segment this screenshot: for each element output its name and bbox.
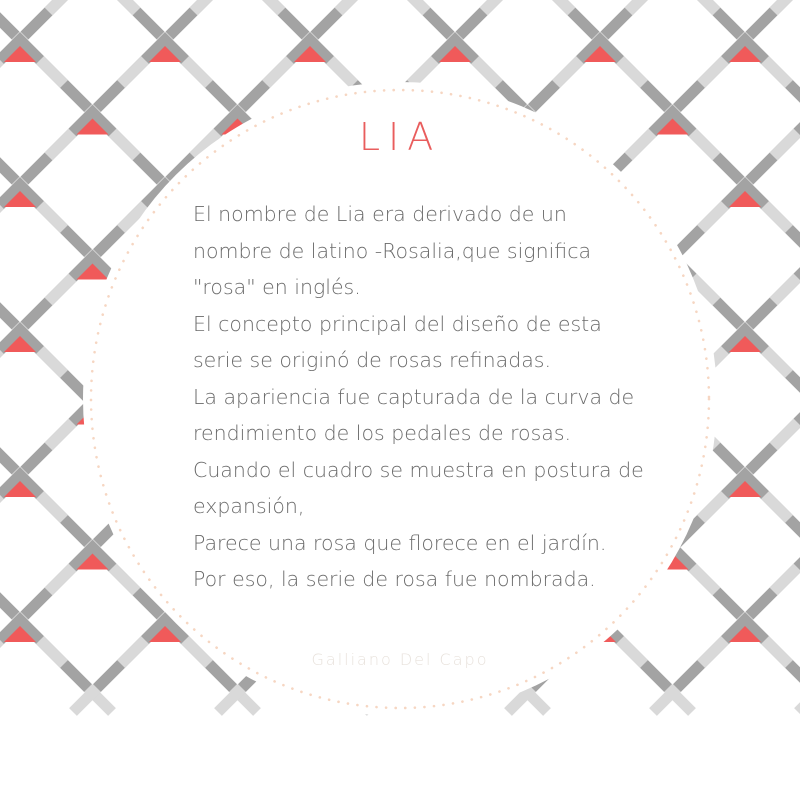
text-line: rendimiento de los pedales de rosas. [193,421,572,445]
chevron-stroke [774,403,800,447]
description-text [193,196,713,598]
text-line: nombre de latino -Rosalia,que significa [193,238,592,263]
page-title: LIA [358,115,442,159]
chevron-stroke [774,0,800,12]
chevron-stroke [605,0,741,36]
chevron-stroke [774,258,800,302]
chevron-stroke [460,0,596,36]
text-line: Por eso, la serie de rosa fue nombrada. [193,567,596,591]
text-line: La apariencia fue capturada de la curva de [193,384,635,409]
chevron-stroke [25,0,161,36]
text-line: expansión, [193,494,305,518]
signature-text: Galliano Del Capo [311,650,489,669]
chevron-stroke [0,403,16,471]
text-line: El concepto principal del diseño de esta [193,311,602,336]
chevron-stroke [750,403,800,471]
chevron-stroke [194,0,282,12]
chevron-stroke [484,0,572,12]
chevron-stroke [0,0,16,36]
text-line: Cuando el cuadro se muestra en postura de [193,457,644,482]
text-line: Parece una rosa que florece en el jardín. [193,530,607,555]
chevron-stroke [339,0,427,12]
chevron-stroke [774,548,800,592]
chevron-stroke [315,0,451,36]
chevron-stroke [629,0,717,12]
chevron-stroke [49,0,137,12]
text-line: "rosa" en inglés. [193,275,361,299]
chevron-stroke [170,0,306,36]
chevron-stroke [750,548,800,616]
chevron-stroke [0,258,16,326]
chevron-stroke [750,258,800,326]
text-line: El nombre de Lia era derivado de un [193,202,567,226]
chevron-stroke [0,548,16,616]
text-line: serie se originó de rosas refinadas. [193,348,551,372]
